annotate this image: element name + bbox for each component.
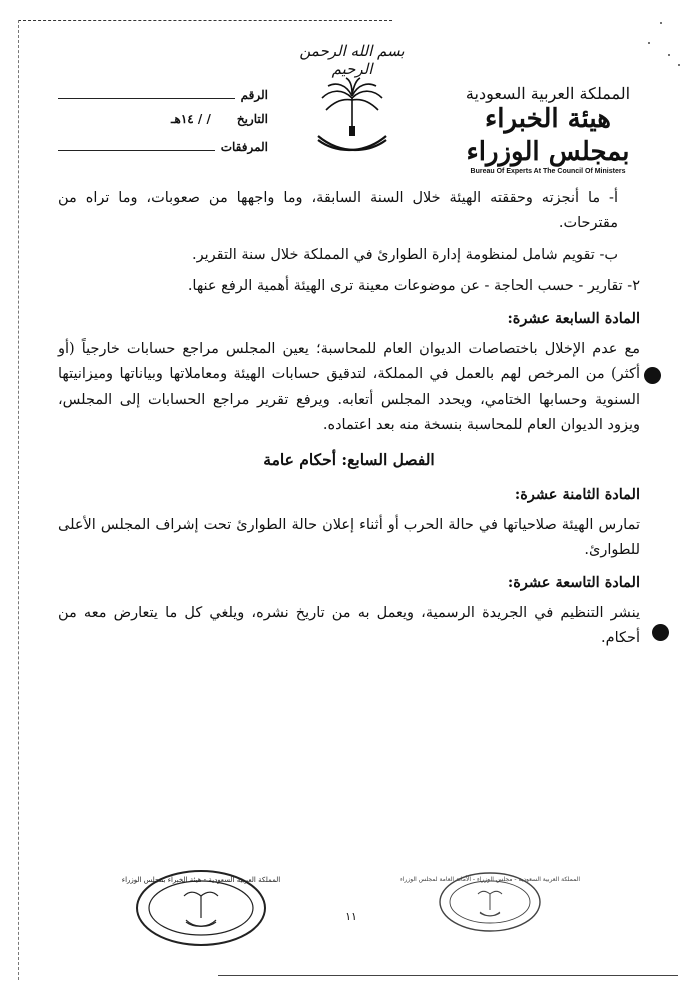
palm-swords-emblem-icon	[312, 78, 392, 164]
left-dashed-border	[18, 20, 19, 980]
number-label: الرقم	[240, 88, 268, 102]
number-row	[58, 86, 268, 112]
bureau-seal-stamp	[121, 868, 281, 948]
article-18-title: المادة الثامنة عشرة:	[514, 485, 640, 503]
item-a: أ- ما أنجزته وحققته الهيئة خلال السنة السابقة، وما واجهها من صعوبات، وما تراه من مقترحات.	[58, 190, 618, 232]
attachments-row	[58, 138, 268, 164]
basmala: بسم الله الرحمن الرحيم	[299, 42, 405, 78]
speck	[668, 54, 670, 56]
attachments-line	[58, 138, 215, 151]
right-stamp-text: المملكة العربية السعودية - مجلس الوزراء - الأمانة العامة لمجلس الوزراء	[399, 876, 581, 883]
chapter-7-title: الفصل السابع: أحكام عامة	[263, 450, 435, 470]
punch-hole	[652, 624, 669, 641]
document-body	[58, 186, 640, 658]
number-line	[58, 86, 235, 99]
page-number: ١١	[345, 910, 357, 923]
bureau-name-english: Bureau Of Experts At The Council Of Ministers	[470, 168, 626, 175]
article-17-title: المادة السابعة عشرة:	[507, 309, 640, 327]
ministry-header	[448, 84, 648, 175]
bottom-rule	[218, 975, 678, 976]
kingdom-name: المملكة العربية السعودية	[465, 84, 631, 103]
article-19-text: ينشر التنظيم في الجريدة الرسمية، ويعمل به من تاريخ نشره، ويلغي كل ما يتعارض معه من أحكام.	[58, 605, 640, 647]
left-stamp-text: المملكة العربية السعودية - هيئة الخبراء بمجلس الوزراء	[121, 876, 281, 884]
bureau-name-arabic: هيئة الخبراء بمجلس الوزراء	[466, 104, 630, 167]
date-label: التاريخ	[236, 112, 268, 126]
date-value: / / ١٤هـ	[170, 112, 211, 126]
speck	[678, 64, 680, 66]
speck	[648, 42, 650, 44]
reference-fields	[58, 86, 268, 164]
article-17-text: مع عدم الإخلال باختصاصات الديوان العام للمحاسبة؛ يعين المجلس مراجع حسابات خارجياً (أو أكثر) من المرخص لهم بالعمل في المملكة، لتدقيق حسابات الهيئة ومعاملاتها وبياناتها وميزانيتها السنوية وحسابها الختامي، ويحدد المجلس أتعابه. ويرفع تقرير مراجع الحسابات إلى المجلس، ويزود الديوان العام للمحاسبة بنسخة منه بعد اعتماده.	[58, 340, 640, 433]
item-2: ٢- تقارير - حسب الحاجة - عن موضوعات معينة ترى الهيئة أهمية الرفع عنها.	[187, 278, 640, 295]
council-seal-stamp	[399, 870, 581, 934]
speck	[660, 22, 662, 24]
article-19-title: المادة التاسعة عشرة:	[507, 573, 640, 591]
date-row	[58, 112, 268, 138]
punch-hole	[644, 367, 661, 384]
article-18-text: تمارس الهيئة صلاحياتها في حالة الحرب أو أثناء إعلان حالة الطوارئ تحت إشراف المجلس الأعلى للطوارئ.	[58, 516, 640, 559]
item-b: ب- تقويم شامل لمنظومة إدارة الطوارئ في المملكة خلال سنة التقرير.	[192, 246, 618, 263]
top-dashed-border	[18, 20, 392, 21]
attachments-label: المرفقات	[220, 140, 268, 154]
